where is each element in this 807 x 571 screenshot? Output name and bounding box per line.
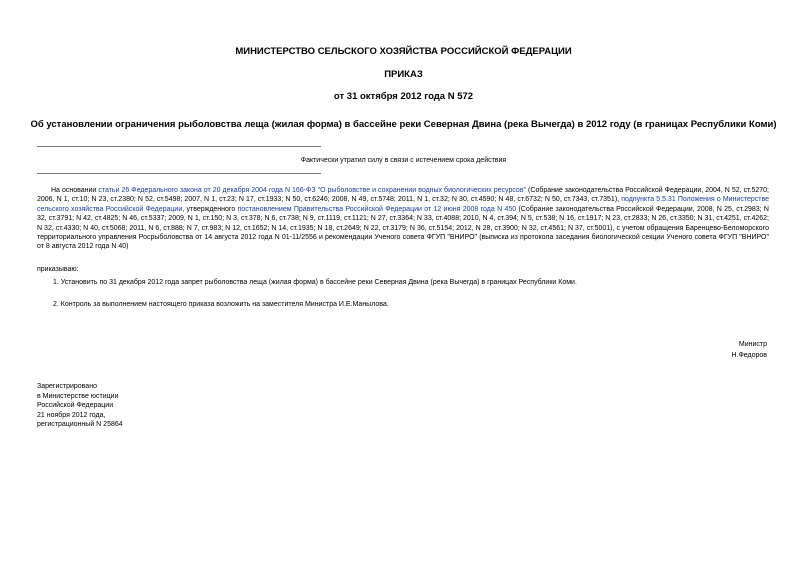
link-ministry-regulation[interactable]: подпункта 5.5.31 Положения о Министерстве сельского хозяйства Российской Федерации [37, 196, 769, 213]
document-title: Об установлении ограничения рыболовства леща (жилая форма) в бассейне реки Северная Двина (река Вычегда) в 2012 году (в границах Республики Коми) [30, 119, 777, 130]
order-item-2: 2. Контроль за выполнением настоящего приказа возложить на заместителя Министра И.Е.Манылова. [53, 301, 389, 308]
ministry-heading: МИНИСТЕРСТВО СЕЛЬСКОГО ХОЗЯЙСТВА РОССИЙСКОЙ ФЕДЕРАЦИИ [235, 46, 572, 57]
document-type: ПРИКАЗ [384, 69, 423, 80]
registration-block [37, 382, 123, 430]
preamble-text-2: (Собрание законодательства Российской Федерации, 2004, N 52, ст.5270; 2006, N 1, ст.10; N 23, ст.2380; N 52, ст.5498; 2007, N 1, ст.23; N 17, ст.1933; N 50, ст.6246; 2008, N 49, ст.5748; 2011, N 1, ст.32; N 30, ст.4590; N 48, ст.6732; N 50, ст.7343, ст.7351), [37, 187, 769, 204]
preamble-paragraph [37, 186, 769, 252]
registration-line: 21 ноября 2012 года, [37, 411, 106, 419]
preamble-text-4: (Собрание законодательства Российской Федерации, 2008, N 25, ст.2983; N 32, ст.3791; N 42, ст.4825; N 46, ст.5337; 2009, N 1, ст.150; N 3, ст.378; N 6, ст.738; N 9, ст.1119, ст.1121; N 27, ст.3364; N 33, ст.4088; 2010, N 4, ст.394; N 5, ст.538; N 16, ст.1917; N 23, ст.2833; N 26, ст.3350; N 31, ст.4251, ст.4262; N 32, ст.4330; N 40, ст.5068; 2011, N 6, ст.888; N 7, ст.983; N 12, ст.1652; N 14, ст.1935; N 18, ст.2649; N 22, ст.3179; N 36, ст.5154; 2012, N 28, ст.3900; N 32, ст.4561; N 37, ст.5001), с учетом обращения Баренцево-Беломорского территориального управления Росрыболовства от 14 августа 2012 года N 01-11/2556 и рекомендации Ученого совета ФГУП "ВНИРО" (выписка из протокола заседания биологической секции Ученого совета ФГУП "ВНИРО" от 8 августа 2012 года N 40) [37, 205, 769, 251]
link-federal-law[interactable]: статьи 26 Федерального закона от 20 декабря 2004 года N 166-ФЗ "О рыболовстве и сохранении водных биологических ресурсов" [98, 187, 527, 194]
order-word: приказываю: [37, 266, 79, 273]
registration-line: в Министерстве юстиции [37, 392, 119, 400]
preamble-text-1: На основании [51, 187, 99, 194]
status-note: Фактически утратил силу в связи с истечением срока действия [300, 157, 507, 164]
signature-name: Н.Федоров [731, 352, 767, 359]
document-date-number: от 31 октября 2012 года N 572 [333, 91, 474, 102]
preamble-text-3: , утвержденного [182, 205, 238, 213]
divider-bottom [37, 173, 321, 174]
signature-role: Министр [738, 341, 767, 348]
divider-top [37, 146, 321, 147]
registration-line: Российской Федерации [37, 402, 114, 409]
order-item-1: 1. Установить по 31 декабря 2012 года запрет рыболовства леща (жилая форма) в бассейне реки Северная Двина (река Вычегда) в границах Республики Коми. [53, 279, 577, 286]
link-government-resolution[interactable]: постановлением Правительства Российской Федерации от 12 июня 2008 года N 450 [237, 205, 517, 213]
registration-line: регистрационный N 25864 [37, 421, 123, 428]
registration-line: Зарегистрировано [37, 383, 97, 390]
